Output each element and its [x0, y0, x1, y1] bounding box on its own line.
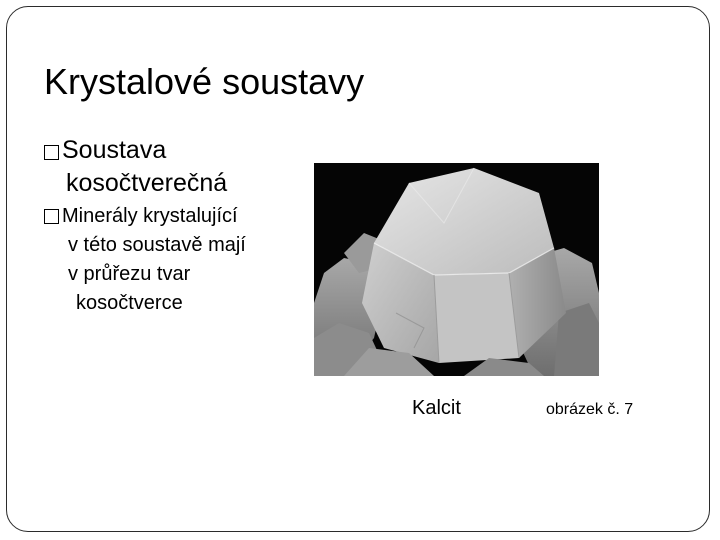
checkbox-bullet-icon	[44, 209, 59, 224]
checkbox-bullet-icon	[44, 145, 59, 160]
bullet2-line2: v této soustavě mají	[68, 234, 246, 256]
bullet-soustava	[44, 134, 227, 200]
bullet1-line2: kosočtverečná	[66, 169, 228, 197]
bullet-mineraly	[44, 202, 246, 318]
bullet2-line1	[44, 202, 246, 231]
image-credit: obrázek č. 7	[546, 401, 634, 418]
bullet2-line1-text: Minerály krystalující	[62, 205, 238, 227]
bullet1-line1: Soustava	[62, 136, 167, 164]
bullet2-line4: kosočtverce	[76, 292, 183, 314]
image-caption: Kalcit	[412, 397, 461, 419]
slide-title: Krystalové soustavy	[44, 61, 365, 102]
bullet2-line3: v průřezu tvar	[68, 263, 191, 285]
calcite-crystal-illustration	[314, 163, 599, 376]
calcite-crystal-photo	[314, 163, 599, 376]
